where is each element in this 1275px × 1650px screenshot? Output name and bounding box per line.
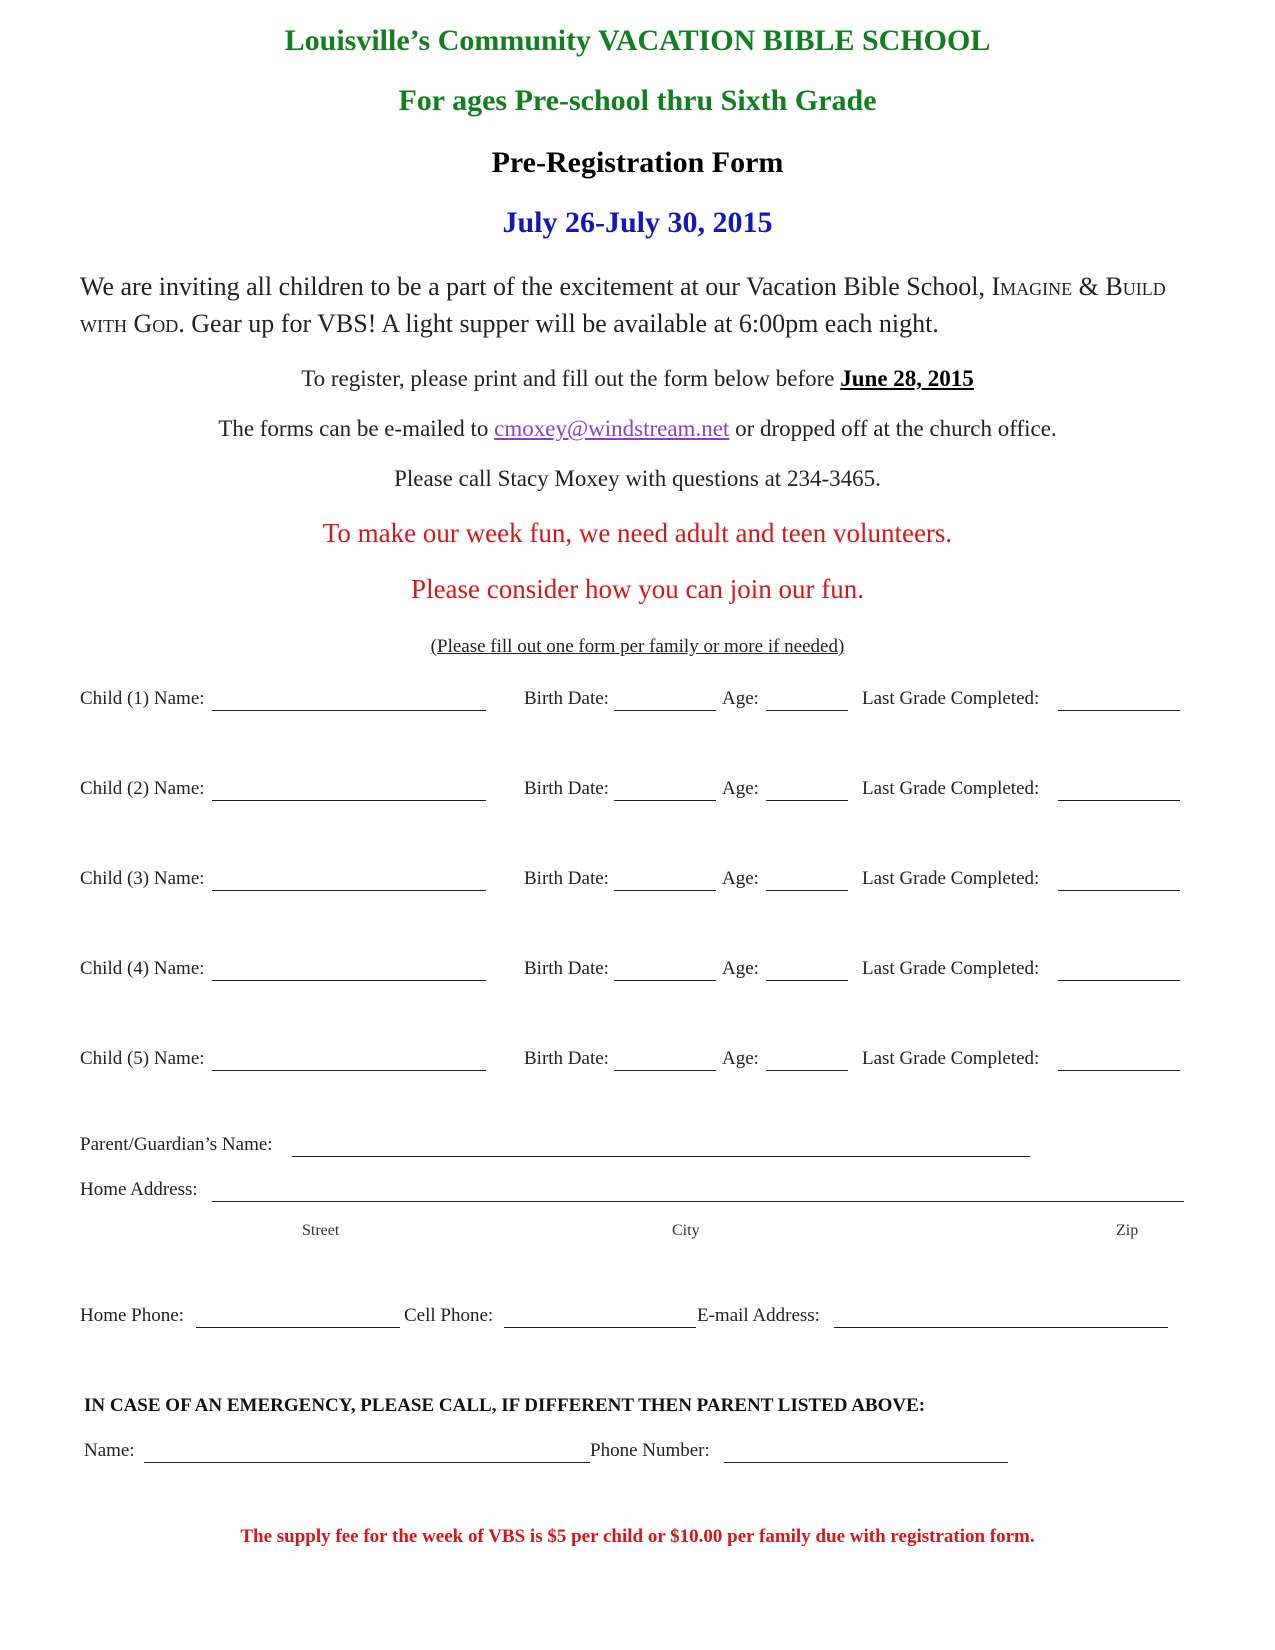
cell-phone-field[interactable] [504,1305,696,1328]
street-caption: Street [302,1222,340,1239]
home-address-label: Home Address: [80,1179,198,1200]
child-5-name-label: Child (5) Name: [80,1048,205,1069]
cell-phone-label: Cell Phone: [404,1305,494,1326]
child-4-grade-field[interactable] [1058,958,1180,981]
child-2-grade-label: Last Grade Completed: [862,778,1040,799]
child-5-grade-label: Last Grade Completed: [862,1048,1040,1069]
child-4-name-field[interactable] [212,958,486,981]
child-1-birth-date-label: Birth Date: [524,688,609,709]
emergency-name-field[interactable] [144,1440,590,1463]
register-instruction: To register, please print and fill out the form below before June 28, 2015 [301,366,974,391]
emergency-phone-label: Phone Number: [590,1440,710,1461]
child-3-birth-date-label: Birth Date: [524,868,609,889]
child-2-name-field[interactable] [212,778,486,801]
child-3-grade-field[interactable] [1058,868,1180,891]
child-1-name-field[interactable] [212,688,486,711]
child-2-birth-date-label: Birth Date: [524,778,609,799]
child-2-age-label: Age: [722,778,759,799]
child-3-name-label: Child (3) Name: [80,868,205,889]
page-title: Louisville’s Community VACATION BIBLE SCHOOL [284,24,991,57]
child-5-birth-date-field[interactable] [614,1048,716,1071]
home-phone-label: Home Phone: [80,1305,184,1326]
home-address-field[interactable] [212,1179,1184,1202]
age-range-subtitle: For ages Pre-school thru Sixth Grade [398,84,877,117]
child-5-birth-date-label: Birth Date: [524,1048,609,1069]
event-dates: July 26-July 30, 2015 [502,206,773,239]
registration-deadline: June 28, 2015 [840,366,974,391]
child-5-name-field[interactable] [212,1048,486,1071]
child-1-grade-label: Last Grade Completed: [862,688,1040,709]
child-3-name-field[interactable] [212,868,486,891]
city-caption: City [672,1222,700,1239]
form-title: Pre-Registration Form [491,146,784,179]
parent-name-label: Parent/Guardian’s Name: [80,1134,273,1155]
child-5-grade-field[interactable] [1058,1048,1180,1071]
theme-build: Build with God [80,272,1166,338]
child-3-grade-label: Last Grade Completed: [862,868,1040,889]
child-5-age-field[interactable] [766,1048,848,1071]
family-form-note: (Please fill out one form per family or more if needed) [430,636,845,657]
child-3-birth-date-field[interactable] [614,868,716,891]
theme-imagine: Imagine [991,272,1073,301]
supply-fee-note: The supply fee for the week of VBS is $5 per child or $10.00 per family due with registration form. [240,1526,1035,1547]
child-2-name-label: Child (2) Name: [80,778,205,799]
child-5-age-label: Age: [722,1048,759,1069]
emergency-name-label: Name: [84,1440,135,1461]
child-4-age-label: Age: [722,958,759,979]
child-1-name-label: Child (1) Name: [80,688,205,709]
child-4-grade-label: Last Grade Completed: [862,958,1040,979]
child-4-birth-date-field[interactable] [614,958,716,981]
intro-paragraph: We are inviting all children to be a part of the excitement at our Vacation Bible School, Imagine & Build with God. Gear up for VBS! A light supper will be available at 6:00pm each night. [80,272,1166,338]
child-4-name-label: Child (4) Name: [80,958,205,979]
child-1-grade-field[interactable] [1058,688,1180,711]
child-3-age-label: Age: [722,868,759,889]
contact-phone-text: Please call Stacy Moxey with questions at 234-3465. [394,466,881,491]
volunteer-invite: Please consider how you can join our fun. [411,574,864,604]
parent-name-field[interactable] [292,1134,1030,1157]
child-1-age-label: Age: [722,688,759,709]
child-2-grade-field[interactable] [1058,778,1180,801]
email-instruction: The forms can be e-mailed to cmoxey@windstream.net or dropped off at the church office. [218,416,1057,441]
child-4-age-field[interactable] [766,958,848,981]
child-1-birth-date-field[interactable] [614,688,716,711]
child-4-birth-date-label: Birth Date: [524,958,609,979]
child-2-birth-date-field[interactable] [614,778,716,801]
emergency-heading: IN CASE OF AN EMERGENCY, PLEASE CALL, IF DIFFERENT THEN PARENT LISTED ABOVE: [84,1395,926,1416]
volunteer-call: To make our week fun, we need adult and teen volunteers. [322,518,953,548]
child-3-age-field[interactable] [766,868,848,891]
child-1-age-field[interactable] [766,688,848,711]
child-2-age-field[interactable] [766,778,848,801]
contact-email-link[interactable]: cmoxey@windstream.net [494,416,730,441]
email-address-label: E-mail Address: [697,1305,820,1326]
zip-caption: Zip [1116,1222,1139,1239]
emergency-phone-field[interactable] [724,1440,1008,1463]
email-address-field[interactable] [834,1305,1168,1328]
home-phone-field[interactable] [196,1305,400,1328]
